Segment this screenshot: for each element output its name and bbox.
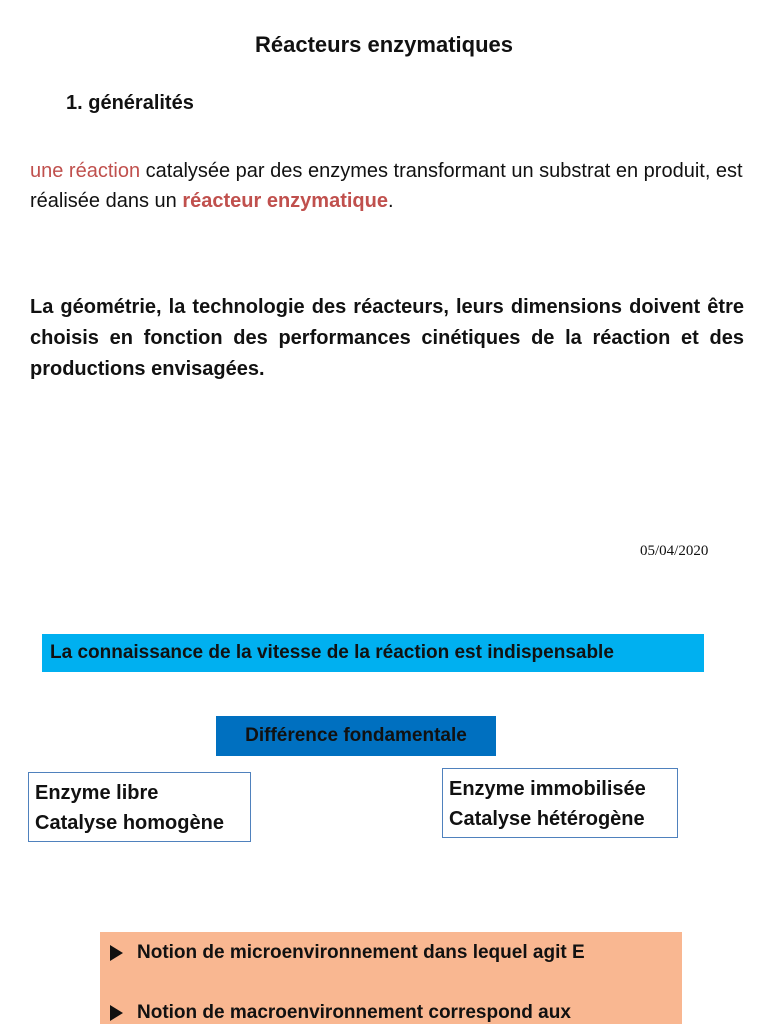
immobilized-enzyme-box bbox=[442, 768, 678, 838]
arrow-bullet-icon bbox=[110, 945, 123, 961]
intro-paragraph bbox=[30, 156, 750, 216]
free-enzyme-box bbox=[28, 772, 251, 842]
immobilized-enzyme-line2: Catalyse hétérogène bbox=[449, 808, 645, 830]
speed-banner: La connaissance de la vitesse de la réaction est indispensable bbox=[42, 634, 704, 672]
notion-text: Notion de microenvironnement dans lequel agit E bbox=[137, 942, 585, 963]
difference-label: Différence fondamentale bbox=[216, 716, 496, 756]
intro-period: . bbox=[387, 190, 394, 212]
free-enzyme-line2: Catalyse homogène bbox=[35, 812, 224, 834]
notion-item bbox=[108, 998, 682, 1024]
arrow-bullet-icon bbox=[110, 1005, 123, 1021]
intro-highlight-reactor: réacteur enzymatique bbox=[182, 190, 388, 212]
notion-box bbox=[100, 932, 682, 1024]
page-title: Réacteurs enzymatiques bbox=[255, 32, 513, 57]
slide-date: 05/04/2020 bbox=[640, 543, 709, 559]
notion-item bbox=[108, 938, 682, 968]
geometry-paragraph: La géométrie, la technologie des réacteurs, leurs dimensions doivent être choisis en fonction des performances cinétiques de la réaction et des productions envisagées. bbox=[30, 296, 744, 380]
immobilized-enzyme-line1: Enzyme immobilisée bbox=[449, 778, 646, 800]
intro-highlight-reaction: une réaction bbox=[30, 160, 141, 182]
free-enzyme-line1: Enzyme libre bbox=[35, 782, 159, 804]
intro-text: catalysée par des enzymes transformant un substrat en produit, est réalisée dans un bbox=[30, 160, 743, 212]
notion-text: Notion de macroenvironnement correspond aux bbox=[137, 1002, 571, 1023]
section-heading: 1. généralités bbox=[66, 92, 194, 114]
